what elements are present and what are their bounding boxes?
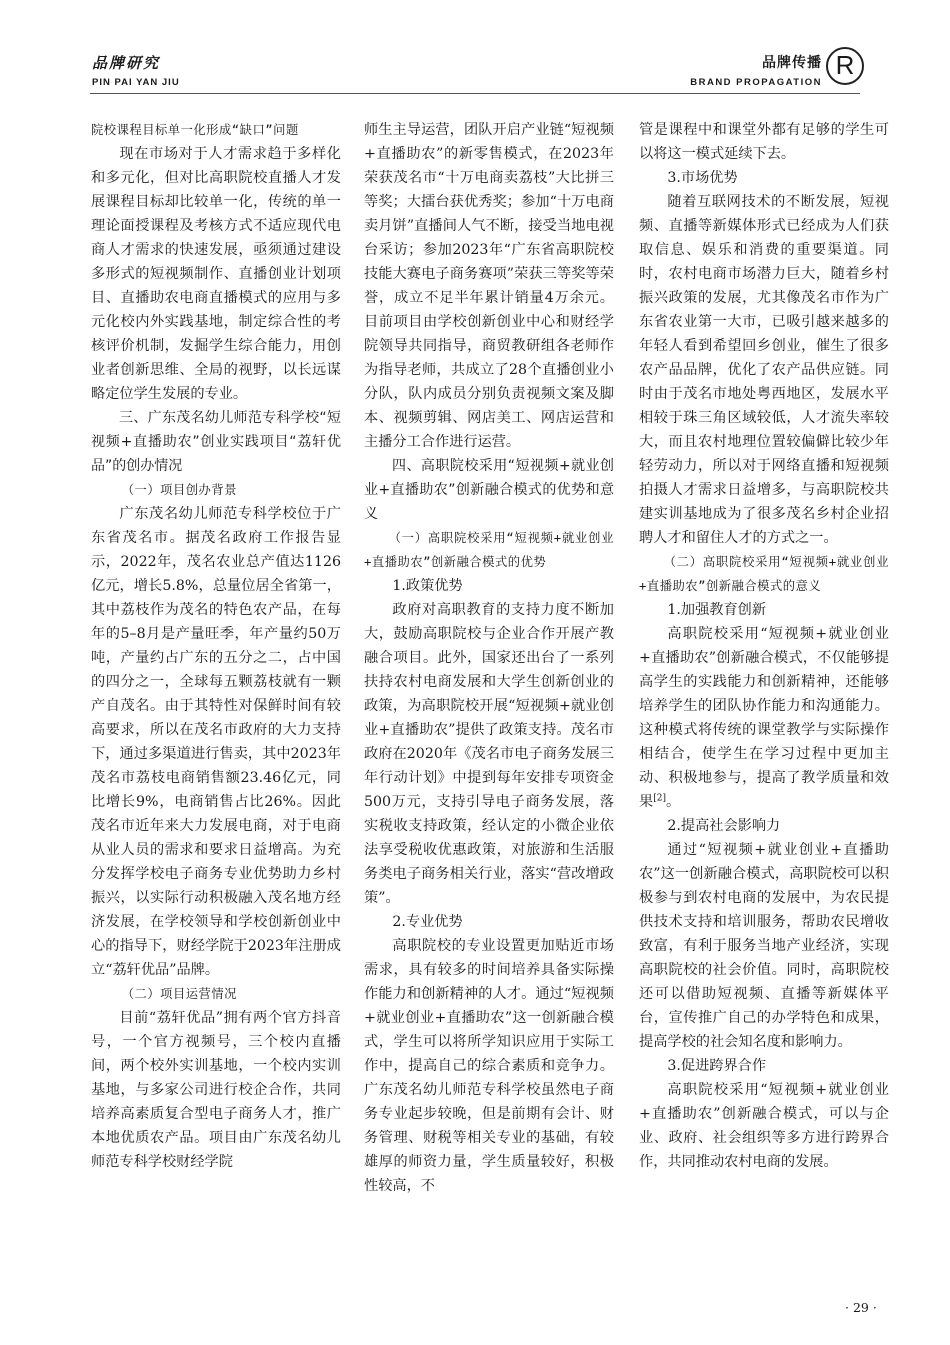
header-divider — [90, 93, 860, 94]
paragraph-text: 高职院校采用“短视频+就业创业+直播助农”创新融合模式，不仅能够提高学生的实践能力和创新精神，还能够培养学生的团队协作能力和沟通能力。这种模式将传统的课堂教学与实际操作相结合，使学生在学习过程中更加主动、积极地参与，提高了教学质量和效果 — [639, 626, 889, 810]
journal-logo: 品牌研究 — [92, 54, 161, 72]
column-2 — [364, 118, 614, 1198]
paragraph: 广东茂名幼儿师范专科学校位于广东省茂名市。据茂名政府工作报告显示，2022年，茂名农业总产值达1126亿元，增长5.8%，总量位居全省第一，其中荔枝作为茂名的特色农产品，在每年的5–8月是产量旺季，年产量约50万吨，产量约占广东的五分之二，占中国的四分之一，全球每五颗荔枝就有一颗产自茂名。由于其特性对保鲜时间有较高要求，所以在茂名市政府的大力支持下，通过多渠道进行售卖，其中2023年茂名市荔枝电商销售额23.46亿元，同比增长9%，电商销售占比26%。因此茂名市近年来大力发展电商，对于电商从业人员的需求和要求日益增高。为充分发挥学校电子商务专业优势助力乡村振兴，以实际行动积极融入茂名地方经济发展，在学校领导和学校创新创业中心的指导下，财经学院于2023年注册成立“荔轩优品”品牌。 — [91, 506, 341, 978]
numbered-heading: 3.市场优势 — [667, 170, 738, 186]
paragraph: 高职院校采用“短视频+就业创业+直播助农”创新融合模式，可以与企业、政府、社会组织等多方进行跨界合作，共同推动农村电商的发展。 — [639, 1082, 889, 1170]
paragraph: 通过“短视频+就业创业+直播助农”这一创新融合模式，高职院校可以积极参与到农村电商的发展中，为农民提供技术支持和培训服务，帮助农民增收致富，有利于服务当地产业经济，实现高职院校的社会价值。同时，高职院校还可以借助短视频、直播等新媒体平台，宣传推广自己的办学特色和成果，提高学校的社会知名度和影响力。 — [639, 842, 889, 1050]
paragraph: 师生主导运营，团队开启产业链“短视频+直播助农”的新零售模式，在2023年荣获茂名市“十万电商卖荔枝”大比拼三等奖；大擂台获优秀奖；参加“十万电商卖月饼”直播间人气不断，接受当地电视台采访；参加2023年“广东省高职院校技能大赛电子商务赛项”荣获三等奖等荣誉，成立不足半年累计销量4万余元。目前项目由学校创新创业中心和财经学院领导共同指导，商贸教研组各老师作为指导老师，共成立了28个直播创业小分队，队内成员分别负责视频文案及脚本、视频剪辑、网店美工、网店运营和主播分工合作进行运营。 — [364, 122, 614, 450]
numbered-heading: 1.政策优势 — [392, 578, 463, 594]
numbered-heading: 1.加强教育创新 — [667, 602, 767, 618]
section-heading-3: 三、广东茂名幼儿师范专科学校“短视频+直播助农”创业实践项目“荔轩优品”的创办情况 — [91, 410, 341, 474]
numbered-heading: 2.专业优势 — [392, 914, 463, 930]
citation-ref: [2] — [653, 793, 666, 804]
numbered-heading: 3.促进跨界合作 — [667, 1058, 767, 1074]
subsection-heading: （一）项目创办背景 — [121, 483, 237, 497]
column-1 — [91, 118, 341, 1174]
subsection-heading: （一）高职院校采用“短视频+就业创业+直播助农”创新融合模式的优势 — [364, 531, 614, 569]
paragraph: 随着互联网技术的不断发展，短视频、直播等新媒体形式已经成为人们获取信息、娱乐和消费的重要渠道。同时，农村电商市场潜力巨大，随着乡村振兴政策的发展，尤其像茂名市作为广东省农业第一大市，已吸引越来越多的年轻人看到希望回乡创业，催生了很多农产品品牌，优化了农产品供应链。同时由于茂名市地处粤西地区，发展水平相较于珠三角区域较低，人才流失率较大，而且农村地理位置较偏僻比较少年轻劳动力，所以对于网络直播和短视频拍摄人才需求日益增多，与高职院校共建实训基地成为了很多茂名乡村企业招聘人才和留住人才的方式之一。 — [639, 194, 889, 546]
paragraph: 高职院校的专业设置更加贴近市场需求，具有较多的时间培养具备实际操作能力和创新精神的人才。通过“短视频+就业创业+直播助农”这一创新融合模式，学生可以将所学知识应用于实际工作中，提高自己的综合素质和竞争力。广东茂名幼儿师范专科学校虽然电子商务专业起步较晚，但是前期有会计、财务管理、财税等相关专业的基础，有较雄厚的师资力量，学生质量较好，积极性较高，不 — [364, 938, 614, 1194]
subsection-heading-continued: 院校课程目标单一化形成“缺口”问题 — [91, 123, 299, 137]
journal-header-left — [92, 52, 180, 88]
page-number: · 29 · — [845, 1300, 877, 1315]
paragraph: 政府对高职教育的支持力度不断加大，鼓励高职院校与企业合作开展产教融合项目。此外，国家还出台了一系列扶持农村电商发展和大学生创新创业的政策，为高职院校开展“短视频+就业创业+直播助农”提供了政策支持。茂名市政府在2020年《茂名市电子商务发展三年行动计划》中提到每年安排专项资金500万元，支持引导电子商务发展，落实税收支持政策，经认定的小微企业依法享受税收优惠政策，对旅游和生活服务类电子商务相关行业，落实“营改增政策”。 — [364, 602, 614, 906]
paragraph — [639, 622, 889, 814]
numbered-heading: 2.提高社会影响力 — [667, 818, 781, 834]
section-header-right — [690, 52, 822, 88]
section-subtitle: BRAND PROPAGATION — [690, 77, 822, 88]
paragraph: 管是课程中和课堂外都有足够的学生可以将这一模式延续下去。 — [639, 122, 889, 162]
registered-mark-icon: R — [826, 47, 864, 85]
subsection-heading: （二）高职院校采用“短视频+就业创业+直播助农”创新融合模式的意义 — [639, 555, 889, 593]
section-title: 品牌传播 — [762, 55, 822, 71]
paragraph: 现在市场对于人才需求趋于多样化和多元化，但对比高职院校直播人才发展课程目标却比较单一化，传统的单一理论面授课程及考核方式不适应现代电商人才需求的快速发展，亟须通过建设多形式的短视频制作、直播创业计划项目、直播助农电商直播模式的应用与多元化校内外实践基地，制定综合性的考核评价机制，发掘学生综合能力，用创业者创新思维、全局的视野，以长远谋略定位学生发展的专业。 — [91, 146, 341, 402]
paragraph: 目前“荔轩优品”拥有两个官方抖音号，一个官方视频号，三个校内直播间，两个校外实训基地，一个校内实训基地，与多家公司进行校企合作，共同培养高素质复合型电子商务人才，推广本地优质农产品。项目由广东茂名幼儿师范专科学校财经学院 — [91, 1010, 341, 1170]
paragraph-end: 。 — [665, 794, 681, 810]
journal-pinyin: PIN PAI YAN JIU — [92, 77, 180, 88]
subsection-heading: （二）项目运营情况 — [121, 987, 237, 1001]
column-3 — [639, 118, 889, 1174]
section-heading-4: 四、高职院校采用“短视频+就业创业+直播助农”创新融合模式的优势和意义 — [364, 458, 614, 522]
